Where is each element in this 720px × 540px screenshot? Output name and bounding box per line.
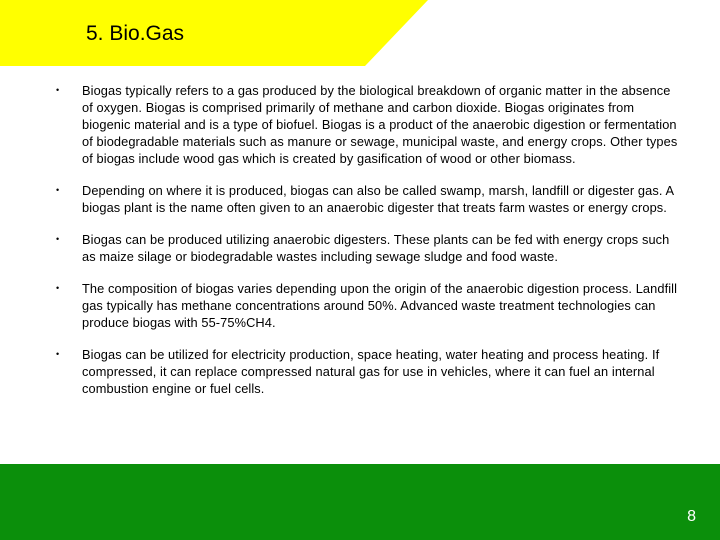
bullet-item bbox=[0, 82, 720, 167]
bullet-icon: • bbox=[56, 85, 60, 95]
bullet-item bbox=[0, 182, 720, 216]
bullet-text: Biogas typically refers to a gas produced by the biological breakdown of organic matter in the absence of oxygen. Biogas is comprised primarily of methane and carbon dioxide. Biogas originates from biogenic material and is a type of biofuel. Biogas is a product of the anaerobic digestion or fermentation of biodegradable materials such as manure or sewage, municipal waste, and energy crops. Other types of biogas include wood gas which is created by gasification of wood or other biomass. bbox=[82, 83, 678, 166]
slide-title: 5. Bio.Gas bbox=[86, 22, 185, 45]
bullet-list bbox=[0, 82, 720, 412]
bullet-icon: • bbox=[56, 234, 60, 244]
bullet-item bbox=[0, 346, 720, 397]
bullet-icon: • bbox=[56, 283, 60, 293]
footer-green-bar bbox=[0, 464, 720, 540]
page-number: 8 bbox=[687, 508, 696, 525]
bullet-text: Biogas can be produced utilizing anaerobic digesters. These plants can be fed with energy crops such as maize silage or biodegradable wastes including sewage sludge and food waste. bbox=[82, 232, 670, 264]
bullet-icon: • bbox=[56, 349, 60, 359]
bullet-icon: • bbox=[56, 185, 60, 195]
bullet-text: Depending on where it is produced, biogas can also be called swamp, marsh, landfill or digester gas. A biogas plant is the name often given to an anaerobic digester that treats farm wastes or energy crops. bbox=[82, 183, 674, 215]
header-yellow-shape bbox=[0, 0, 428, 66]
bullet-text: Biogas can be utilized for electricity production, space heating, water heating and process heating. If compressed, it can replace compressed natural gas for use in vehicles, where it can fuel an internal combustion engine or fuel cells. bbox=[82, 347, 660, 396]
bullet-item bbox=[0, 231, 720, 265]
bullet-text: The composition of biogas varies depending upon the origin of the anaerobic digestion process. Landfill gas typically has methane concentrations around 50%. Advanced waste treatment technologies can produce biogas with 55-75%CH4. bbox=[82, 281, 678, 330]
bullet-item bbox=[0, 280, 720, 331]
